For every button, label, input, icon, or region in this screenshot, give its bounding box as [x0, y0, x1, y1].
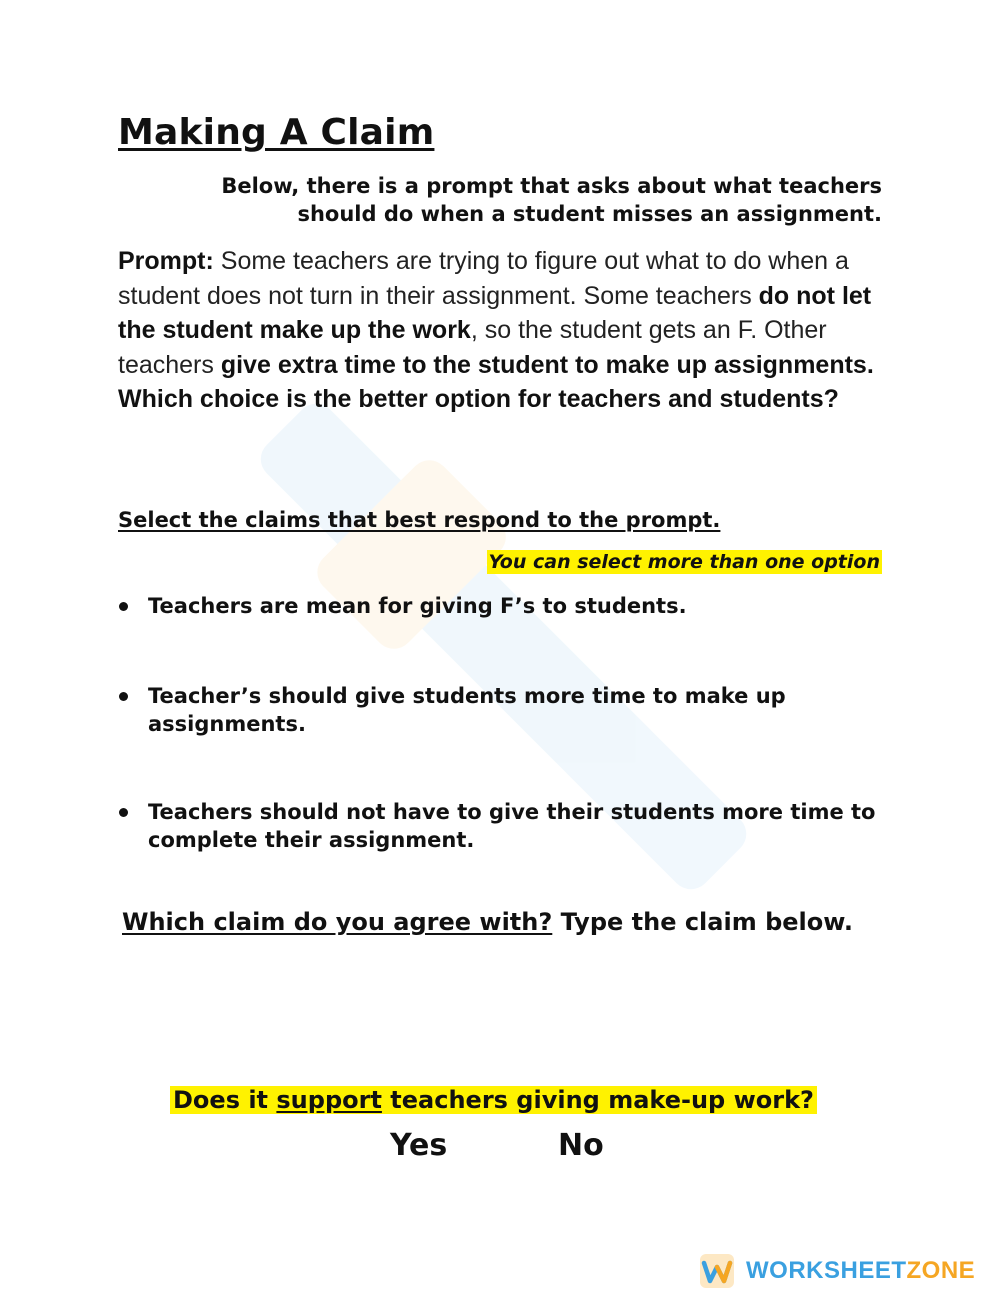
support-keyword: support	[276, 1086, 382, 1114]
yes-option[interactable]: Yes	[390, 1128, 448, 1163]
select-claims-heading: Select the claims that best respond to the prompt.	[118, 508, 721, 532]
worksheetzone-logo	[700, 1254, 975, 1288]
prompt-paragraph	[118, 244, 888, 417]
support-after: teachers giving make-up work?	[381, 1086, 814, 1114]
agree-question-text: Which claim do you agree with?	[122, 908, 553, 936]
agree-instruction: Type the claim below.	[552, 908, 853, 936]
claim-text: Teachers are mean for giving F’s to students.	[148, 594, 687, 618]
agree-question	[122, 908, 853, 936]
prompt-text-1: Some teachers are trying to figure out what to do when a student does not turn in their assignment. Some teachers	[118, 247, 849, 310]
bullet-icon	[119, 602, 128, 611]
prompt-bold-1: do not let the student make up the work	[118, 281, 872, 345]
intro-line-1: Below, there is a prompt that asks about what teachers	[221, 174, 882, 198]
claim-text: Teachers should not have to give their students more time to complete their assignment.	[148, 800, 876, 852]
claim-option-3[interactable]	[118, 798, 878, 854]
bullet-icon	[119, 808, 128, 817]
support-before: Does it	[173, 1086, 277, 1114]
claim-option-1[interactable]	[118, 592, 878, 620]
multi-select-hint: You can select more than one option	[488, 551, 880, 573]
no-option[interactable]: No	[558, 1128, 604, 1163]
bullet-icon	[119, 692, 128, 701]
claim-text: Teacher’s should give students more time to make up assignments.	[148, 684, 786, 736]
prompt-label: Prompt:	[118, 247, 214, 275]
prompt-bold-2: give extra time to the student to make up assignments. Which choice is the better option for teachers and students?	[118, 350, 874, 414]
brand-main: WORKSHEET	[746, 1257, 907, 1284]
prompt-text-2: , so the student gets an F. Other teachers	[118, 316, 827, 379]
w-logo-icon	[700, 1254, 734, 1288]
brand-name	[746, 1257, 975, 1285]
intro-text	[160, 172, 882, 228]
page-title: Making A Claim	[118, 112, 435, 153]
claim-option-2[interactable]	[118, 682, 878, 738]
brand-accent: ZONE	[906, 1257, 976, 1284]
intro-line-2: should do when a student misses an assignment.	[297, 202, 882, 226]
support-question	[170, 1086, 817, 1114]
